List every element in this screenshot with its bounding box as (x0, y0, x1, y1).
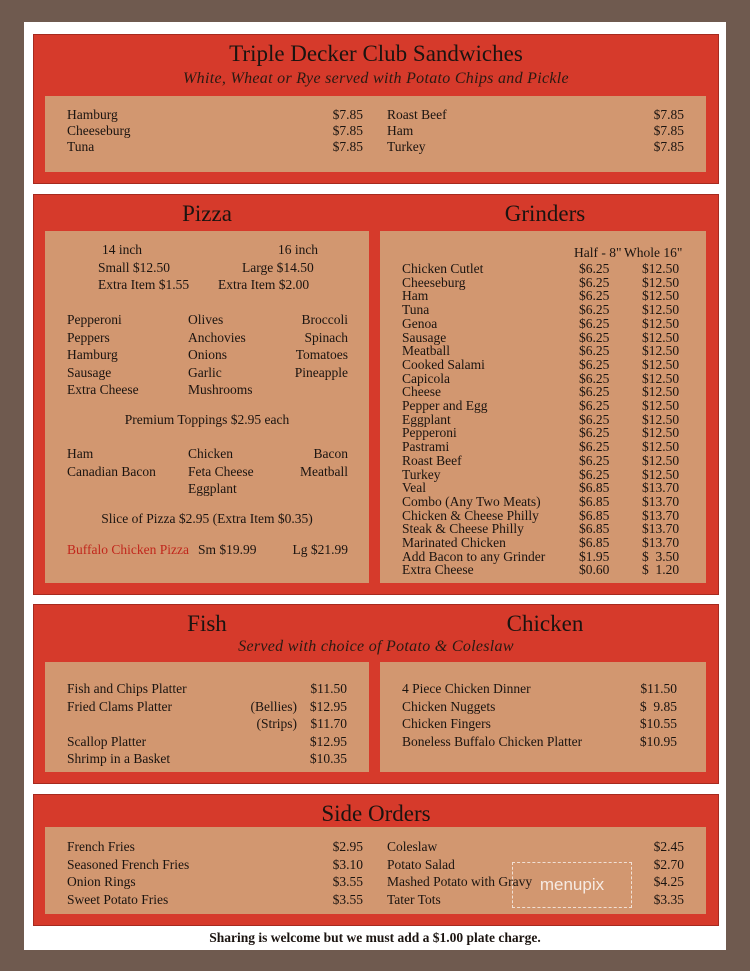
grinder-whole-price: $12.50 (642, 288, 680, 304)
grinder-name: Cheeseburg (402, 274, 466, 290)
item-name: Sweet Potato Fries (67, 891, 169, 907)
grinder-whole-price: $12.50 (642, 398, 680, 413)
pizza-size-16: 16 inch (277, 242, 319, 257)
topping: Bacon (313, 446, 348, 461)
grinder-half-price: $6.25 (579, 329, 610, 345)
topping: Olives (188, 312, 224, 327)
fish-note: (Strips) (256, 716, 297, 732)
topping: Feta Cheese (188, 463, 254, 479)
chicken-name: 4 Piece Chicken Dinner (402, 681, 531, 696)
grinder-whole-price: $13.70 (642, 493, 680, 509)
grinder-half-price: $6.85 (579, 521, 610, 537)
item-price: $2.95 (332, 839, 363, 854)
grinder-whole-price: $13.70 (642, 507, 680, 523)
item-name: Turkey (387, 139, 426, 154)
item-price: $7.85 (332, 107, 363, 122)
grinder-half-price: $1.95 (579, 548, 610, 564)
grinder-name: Turkey (402, 466, 441, 482)
item-price: $2.70 (653, 856, 684, 872)
grinder-whole-price: $12.50 (642, 343, 680, 359)
fish-price: $11.70 (310, 716, 347, 732)
buffalo-pizza-large: Lg $21.99 (292, 542, 348, 557)
topping: Chicken (188, 446, 233, 461)
grinder-half-price: $6.25 (579, 315, 610, 331)
grinder-name: Chicken Cutlet (402, 261, 484, 276)
grinder-whole-price: $12.50 (642, 466, 680, 482)
topping: Pepperoni (67, 312, 122, 327)
item-name: Coleslaw (387, 839, 438, 854)
grinder-half-price: $6.25 (579, 411, 610, 427)
grinder-name: Eggplant (402, 411, 451, 427)
grinder-whole-price: $ 3.50 (642, 548, 680, 564)
grinder-name: Steak & Cheese Philly (402, 521, 524, 537)
premium-toppings-label: Premium Toppings $2.95 each (124, 412, 290, 427)
topping: Mushrooms (188, 382, 253, 398)
topping: Broccoli (301, 312, 348, 327)
topping: Spinach (304, 329, 348, 345)
chicken-price: $ 9.85 (639, 698, 677, 714)
grinder-half-price: $6.25 (579, 356, 610, 372)
item-price: $7.85 (653, 139, 684, 154)
served-with-note: Served with choice of Potato & Coleslaw (238, 638, 514, 655)
item-price: $3.55 (332, 874, 363, 890)
grinder-whole-price: $12.50 (642, 329, 680, 345)
grinder-half-price: $6.25 (579, 384, 610, 400)
club-title: Triple Decker Club Sandwiches (229, 41, 523, 66)
grinder-half-price: $6.25 (579, 261, 610, 276)
topping: Anchovies (188, 329, 246, 345)
pizza-extra-16: Extra Item $2.00 (218, 277, 310, 292)
grinder-whole-price: $12.50 (642, 452, 680, 468)
fish-price: $10.35 (309, 751, 347, 767)
grinder-name: Capicola (402, 370, 450, 386)
fish-name: Fried Clams Platter (67, 698, 172, 714)
grinder-half-price: $6.25 (579, 274, 610, 290)
grinder-half-price: $6.85 (579, 535, 610, 550)
grinder-name: Pepperoni (402, 425, 457, 441)
grinder-whole-price: $12.50 (642, 356, 680, 372)
grinder-name: Marinated Chicken (402, 535, 506, 550)
grinder-name: Meatball (402, 343, 450, 359)
buffalo-pizza-small: Sm $19.99 (198, 542, 257, 557)
topping: Onions (188, 347, 228, 363)
topping: Eggplant (188, 481, 237, 497)
fish-chicken-panel (33, 604, 719, 784)
grinder-name: Extra Cheese (402, 562, 474, 578)
chicken-price: $11.50 (640, 681, 677, 696)
sides-title: Side Orders (321, 801, 431, 826)
grinder-name: Roast Beef (402, 452, 462, 468)
grinder-name: Ham (402, 288, 429, 304)
grinders-title: Grinders (504, 201, 586, 226)
chicken-price: $10.95 (639, 733, 677, 749)
grinder-whole-price: $12.50 (642, 425, 680, 441)
item-name: Tater Tots (387, 891, 441, 907)
plate-charge-note: Sharing is welcome but we must add a $1.00 plate charge. (209, 930, 541, 945)
topping: Pineapple (294, 364, 348, 380)
grinder-whole-price: $12.50 (642, 384, 680, 400)
grinder-name: Cooked Salami (402, 356, 485, 372)
grinder-whole-price: $12.50 (642, 411, 680, 427)
item-name: Roast Beef (387, 107, 447, 122)
item-price: $7.85 (653, 107, 684, 122)
chicken-price: $10.55 (639, 716, 677, 732)
topping: Extra Cheese (67, 382, 139, 398)
topping: Ham (67, 446, 94, 461)
grinders-whole-header: Whole 16" (624, 245, 683, 260)
topping: Hamburg (67, 347, 118, 363)
grinder-whole-price: $12.50 (642, 439, 680, 455)
grinder-half-price: $6.25 (579, 466, 610, 482)
grinder-half-price: $6.85 (579, 493, 610, 509)
pizza-title: Pizza (182, 201, 232, 226)
fish-name: Scallop Platter (67, 733, 147, 749)
item-name: Hamburg (67, 107, 118, 122)
chicken-name: Chicken Nuggets (402, 698, 496, 714)
grinder-whole-price: $13.70 (642, 521, 680, 537)
fish-name: Fish and Chips Platter (67, 681, 187, 696)
grinder-half-price: $6.25 (579, 439, 610, 455)
item-name: Ham (387, 123, 414, 138)
item-name: Potato Salad (387, 856, 455, 872)
grinder-half-price: $6.25 (579, 302, 610, 318)
fish-title: Fish (187, 611, 227, 636)
grinder-half-price: $6.25 (579, 398, 610, 413)
item-name: Seasoned French Fries (67, 856, 190, 872)
grinder-half-price: $6.85 (579, 507, 610, 523)
chicken-name: Boneless Buffalo Chicken Platter (402, 733, 583, 749)
grinder-half-price: $6.25 (579, 425, 610, 441)
grinder-name: Pepper and Egg (402, 398, 488, 413)
topping: Sausage (67, 364, 112, 380)
item-name: Mashed Potato with Gravy (387, 874, 533, 890)
grinder-half-price: $6.25 (579, 370, 610, 386)
grinder-name: Add Bacon to any Grinder (402, 548, 546, 564)
item-name: French Fries (67, 839, 135, 854)
grinder-name: Cheese (402, 384, 441, 400)
club-panel (33, 34, 719, 184)
grinder-whole-price: $12.50 (642, 315, 680, 331)
buffalo-pizza-name: Buffalo Chicken Pizza (67, 542, 189, 557)
pizza-extra-14: Extra Item $1.55 (98, 277, 190, 292)
fish-price: $12.95 (309, 698, 347, 714)
grinder-name: Tuna (402, 302, 430, 318)
item-name: Cheeseburg (67, 123, 131, 138)
pizza-grinders-panel (33, 194, 719, 595)
topping: Tomatoes (295, 347, 348, 363)
grinder-whole-price: $12.50 (642, 370, 680, 386)
pizza-size-14: 14 inch (101, 242, 143, 257)
grinder-whole-price: $12.50 (642, 261, 680, 276)
item-price: $2.45 (653, 839, 684, 854)
item-price: $3.55 (332, 891, 363, 907)
grinder-name: Combo (Any Two Meats) (402, 493, 541, 509)
grinder-name: Pastrami (402, 439, 450, 455)
fish-note: (Bellies) (250, 698, 297, 714)
chicken-title: Chicken (506, 611, 584, 636)
chicken-box (380, 662, 706, 772)
club-subtitle: White, Wheat or Rye served with Potato Chips and Pickle (183, 70, 569, 87)
grinder-whole-price: $13.70 (642, 480, 680, 496)
pizza-slice-price: Slice of Pizza $2.95 (Extra Item $0.35) (101, 511, 313, 526)
item-price: $7.85 (332, 123, 363, 138)
grinder-half-price: $6.25 (579, 288, 610, 304)
topping: Meatball (300, 463, 348, 479)
grinder-half-price: $6.25 (579, 343, 610, 359)
item-name: Tuna (67, 139, 95, 154)
pizza-small-price: Small $12.50 (98, 260, 171, 275)
fish-name: Shrimp in a Basket (67, 751, 171, 767)
item-price: $7.85 (332, 139, 363, 154)
item-price: $7.85 (653, 123, 684, 138)
grinder-half-price: $0.60 (579, 562, 610, 578)
pizza-box (45, 231, 369, 583)
grinder-whole-price: $12.50 (642, 274, 680, 290)
fish-price: $12.95 (309, 733, 347, 749)
menupix-watermark: menupix (512, 862, 632, 908)
chicken-name: Chicken Fingers (402, 716, 491, 732)
item-name: Onion Rings (67, 874, 136, 890)
grinder-name: Sausage (402, 329, 447, 345)
topping: Canadian Bacon (67, 463, 156, 479)
grinder-name: Veal (402, 480, 426, 496)
grinder-whole-price: $ 1.20 (642, 562, 680, 578)
grinder-name: Genoa (402, 315, 438, 331)
item-price: $3.35 (653, 891, 684, 907)
grinder-half-price: $6.25 (579, 452, 610, 468)
pizza-large-price: Large $14.50 (242, 260, 314, 275)
topping: Peppers (67, 329, 110, 345)
fish-box (45, 662, 369, 772)
club-box (45, 96, 706, 172)
item-price: $3.10 (332, 856, 363, 872)
grinders-box (380, 231, 706, 583)
fish-price: $11.50 (310, 681, 347, 696)
grinder-whole-price: $12.50 (642, 302, 680, 318)
grinders-half-header: Half - 8" (574, 245, 622, 260)
topping: Garlic (188, 364, 222, 380)
grinder-name: Chicken & Cheese Philly (402, 507, 539, 523)
grinder-whole-price: $13.70 (642, 535, 680, 550)
grinder-half-price: $6.85 (579, 480, 610, 496)
item-price: $4.25 (653, 874, 684, 890)
